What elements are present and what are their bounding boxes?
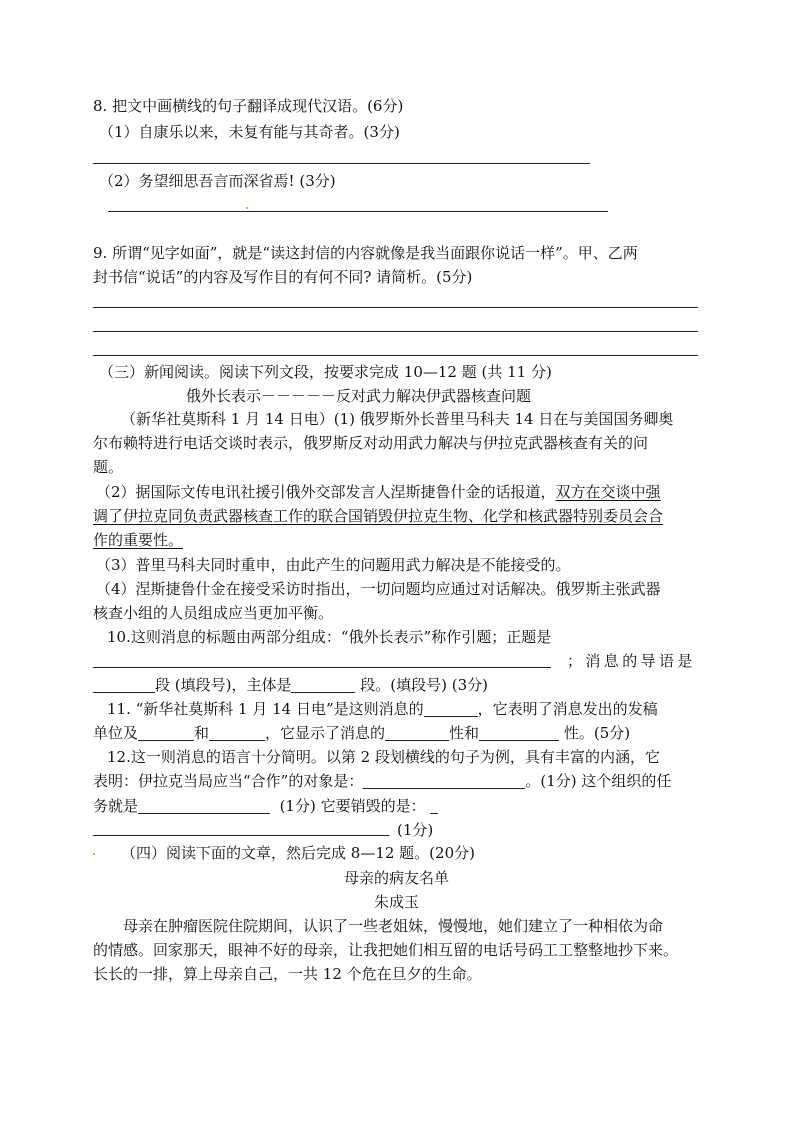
q11-line2-d: 性和: [449, 724, 480, 742]
q8-answer-line-1: [93, 163, 590, 164]
q11-line1-a: 11. “新华社莫斯科 1 月 14 日电”是这则消息的: [107, 700, 424, 718]
q11-line2-c: ，它显示了消息的: [265, 724, 386, 742]
sec3-p2-line1: [96, 481, 661, 503]
q9-line2: 封书信“说话”的内容及写作目的有何不同? 请简析。(5分): [93, 268, 473, 286]
q11-line1: [107, 698, 658, 720]
sec3-p2-line2: 调了伊拉克同负责武器核查工作的联合国销毁伊拉克生物、化学和核武器特别委员会合: [93, 507, 664, 525]
sec3-article-title: 俄外长表示－－－－－反对武力解决伊武器核查问题: [186, 387, 532, 405]
q12-blank-1: [363, 773, 525, 789]
q10-line3-b: 段。(填段号) (3分): [360, 676, 488, 694]
sec4-article-title: 母亲的病友名单: [343, 869, 449, 887]
sec3-p1-line2: 尔布赖特进行电话交谈时表示，俄罗斯反对动用武力解决与伊拉克武器核查有关的问: [93, 434, 649, 452]
q9-answer-line-1: [93, 307, 698, 308]
q10-blank-title: [93, 667, 551, 668]
q12-line2: [93, 770, 671, 792]
q11-line1-b: ，它表明了消息发出的发稿: [477, 700, 658, 718]
q9-answer-line-2: [93, 331, 698, 332]
q11-blank-1: [424, 701, 478, 717]
q10-line1: 10.这则消息的标题由两部分组成：“俄外长表示”称作引题；正题是: [107, 628, 552, 646]
sec3-p1-line1: （新华社莫斯科 1 月 14 日电）(1) 俄罗斯外长普里马科夫 14 日在与美国国务卿奥: [121, 410, 674, 428]
sec3-header: （三）新闻阅读。阅读下列文段，按要求完成 10—12 题 (共 11 分): [99, 363, 552, 381]
sec4-p1-line1: 母亲在肿瘤医院住院期间，认识了一些老姐妹，慢慢地，她们建立了一种相依为命: [123, 917, 664, 935]
q11-line2-a: 单位及: [93, 724, 139, 742]
q8-title: 8. 把文中画横线的句子翻译成现代汉语。(6分): [93, 97, 404, 115]
q12-line3: [93, 795, 438, 817]
sec3-p2-lead: （2）据国际文传电讯社援引俄外交部发言人涅斯捷鲁什金的话报道，: [96, 483, 556, 501]
q11-blank-2: [138, 725, 194, 741]
q10-blank-lead: [93, 677, 155, 693]
q11-blank-4: [385, 725, 449, 741]
sec3-p4-line1: （4）涅斯捷鲁什金在接受采访时指出，一切问题均应通过对话解决。俄罗斯主张武器: [96, 580, 661, 598]
yellow-speck-icon: [246, 207, 248, 209]
sec4-author: 朱成玉: [373, 893, 419, 911]
q12-line3-a: 务就是: [93, 797, 139, 815]
q12-blank-3: [93, 835, 389, 836]
q10-blank-body: [291, 677, 355, 693]
q9-line1: 9. 所谓“见字如面”，就是“读这封信的内容就像是我当面跟你说话一样”。甲、乙两: [93, 244, 638, 262]
q11-line2-b: 和: [194, 724, 210, 742]
sec4-p1-line3: 长长的一排，算上母亲自己，一共 12 个危在旦夕的生命。: [93, 965, 482, 983]
sec3-p1-line3: 题。: [93, 458, 124, 476]
q8-sub2: （2）务望细思吾言而深省焉! (3分): [99, 172, 336, 190]
q12-line2-a: 表明：伊拉克当局应当“合作”的对象是：: [93, 772, 364, 790]
q12-blank-3-start: [430, 798, 438, 814]
q12-line1: 12.这一则消息的语言十分简明。以第 2 段划横线的句子为例，具有丰富的内涵，它: [107, 748, 660, 766]
q12-line2-b: 。(1分) 这个组织的任: [525, 772, 672, 790]
q8-answer-line-2: [108, 211, 608, 212]
q11-blank-5: [479, 725, 559, 741]
sec3-p2-underlined-start: 双方在交谈中强: [555, 483, 661, 501]
q12-line3-b: (1分) 它要销毁的是：: [279, 797, 426, 815]
sec3-p3: （3）普里马科夫同时重申，由此产生的问题用武力解决是不能接受的。: [96, 556, 571, 574]
sec3-p2-line3: 作的重要性。: [93, 531, 184, 549]
yellow-speck-icon: [93, 853, 95, 855]
q10-line2-tail: ；消息的导语是: [567, 652, 696, 670]
sec4-p1-line2: 的情感。回家那天，眼神不好的母亲，让我把她们相互留的电话号码工工整整地抄下来。: [93, 941, 679, 959]
q12-line4-tail: (1分): [397, 821, 434, 839]
q9-answer-line-3: [93, 355, 698, 356]
q11-blank-3: [209, 725, 265, 741]
q8-sub1: （1）自康乐以来，未复有能与其奇者。(3分): [99, 123, 400, 141]
q12-blank-2: [138, 798, 270, 814]
sec3-p4-line2: 核查小组的人员组成应当更加平衡。: [93, 604, 334, 622]
q10-line3-a: 段 (填段号)，主体是: [155, 676, 292, 694]
sec4-header: （四）阅读下面的文章，然后完成 8—12 题。(20分): [121, 844, 475, 862]
q11-line2-e: 性。(5分): [563, 724, 631, 742]
q10-line3: [93, 674, 488, 696]
q11-line2: [93, 722, 630, 744]
